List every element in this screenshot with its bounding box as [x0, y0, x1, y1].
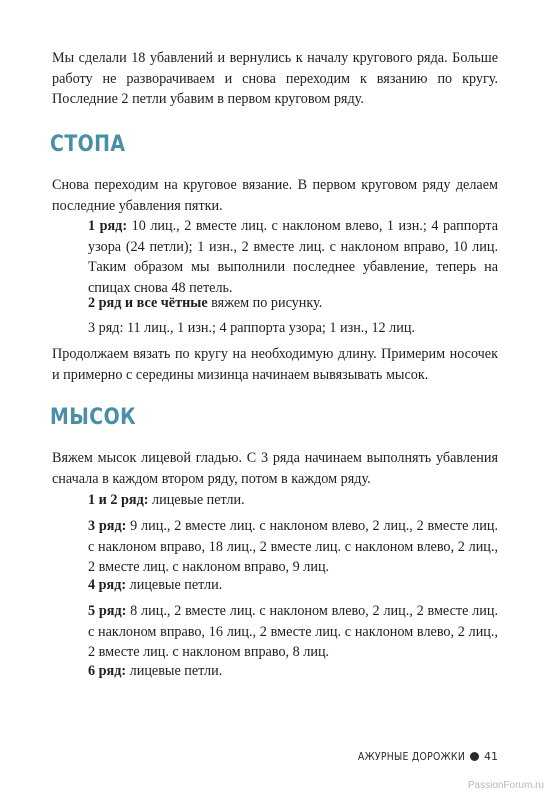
toe-intro-text: Вяжем мысок лицевой гладью. С 3 ряда начинаем выполнять убавления сначала в каждом втором ряду, потом в каждом ряду. [52, 450, 498, 487]
intro-paragraph [52, 48, 498, 110]
section-heading-toe: МЫСОК [50, 405, 137, 430]
row-text: лицевые петли. [148, 492, 245, 508]
row-label: 3 ряд: [88, 518, 127, 534]
toe-intro-paragraph [52, 448, 498, 489]
row-text: 9 лиц., 2 вместе лиц. с наклоном влево, 2 лиц., 2 вместе лиц. с наклоном вправо, 18 лиц., 2 вместе лиц. с наклоном влево, 2 лиц., 2 вместе лиц. с наклоном вправо, 9 лиц. [88, 518, 498, 575]
row-text: вяжем по рисунку. [207, 295, 323, 311]
running-title: АЖУРНЫЕ ДОРОЖКИ [357, 750, 465, 763]
row-text: 8 лиц., 2 вместе лиц. с наклоном влево, 2 лиц., 2 вместе лиц. с наклоном вправо, 16 лиц., 2 вместе лиц. с наклоном влево, 2 лиц., 2 вместе лиц. с наклоном вправо, 8 лиц. [88, 603, 498, 660]
row-label: 6 ряд: [88, 663, 127, 679]
foot-closing-text: Продолжаем вязать по кругу на необходимую длину. Примерим носочек и примерно с середины мизинца начинаем вывязывать мысок. [52, 346, 498, 383]
toe-row-4 [88, 575, 498, 596]
toe-row-5 [88, 601, 498, 663]
row-label: 5 ряд: [88, 603, 127, 619]
toe-row-1-2 [88, 490, 498, 511]
intro-text: Мы сделали 18 убавлений и вернулись к началу кругового ряда. Больше работу не разворачиваем и снова переходим к вязанию по кругу. Последние 2 петли убавим в первом круговом ряду. [52, 50, 498, 107]
row-text: 10 лиц., 2 вместе лиц. с наклоном влево, 1 изн.; 4 раппорта узора (24 петли); 1 изн., 2 вместе лиц. с наклоном вправо, 10 лиц. Таким образом мы выполнили последнее убавление, теперь на спицах снова 48 петель. [88, 218, 499, 296]
page-footer [339, 750, 498, 763]
row-label: 1 и 2 ряд: [88, 492, 149, 508]
row-label: 4 ряд: [88, 577, 127, 593]
row-label: 2 ряд и все чётные [88, 295, 208, 311]
foot-closing-paragraph [52, 344, 498, 385]
watermark: PassionForum.ru [467, 780, 544, 791]
row-label: 1 ряд: [88, 218, 128, 234]
row-text: 3 ряд: 11 лиц., 1 изн.; 4 раппорта узора; 1 изн., 12 лиц. [88, 320, 415, 336]
bullet-dot-icon [470, 752, 479, 761]
page-number: 41 [484, 750, 498, 763]
section-heading-foot: СТОПА [50, 132, 126, 157]
foot-row-2 [88, 293, 498, 314]
row-text: лицевые петли. [126, 577, 223, 593]
foot-intro-paragraph [52, 175, 498, 216]
foot-row-1 [88, 216, 498, 298]
row-text: лицевые петли. [126, 663, 223, 679]
toe-row-6 [88, 661, 498, 682]
toe-row-3 [88, 516, 498, 578]
foot-row-3 [88, 318, 498, 339]
foot-intro-text: Снова переходим на круговое вязание. В первом круговом ряду делаем последние убавления пятки. [52, 177, 498, 214]
